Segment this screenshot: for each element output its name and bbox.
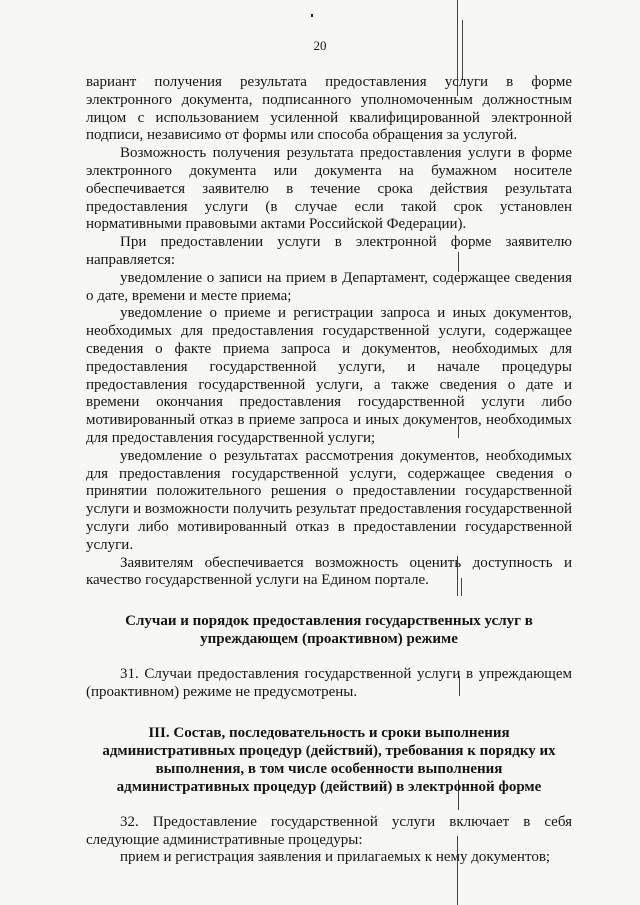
section-heading: Случаи и порядок предоставления государственных услуг в упреждающем (проактивном) режиме <box>125 613 533 648</box>
body-paragraph: При предоставлении услуги в электронной форме заявителю направляется: <box>86 234 572 268</box>
section-heading: III. Состав, последовательность и сроки выполнения административных процедур (действий), требования к порядку их выполнения, в том числе особенности выполнения административных процедур (действий) в электронной форме <box>102 724 556 795</box>
body-paragraph: прием и регистрация заявления и прилагаемых к нему документов; <box>120 849 551 866</box>
body-paragraph: уведомление о записи на прием в Департамент, содержащее сведения о дате, времени и месте приема; <box>86 269 572 304</box>
body-paragraph: уведомление о приеме и регистрации запроса и иных документов, необходимых для предоставления государственной услуги, содержащее сведения о факте приема запроса и документов, необходимых для предоставления государственной услуги, и начале процедуры предоставления государственной услуги, а также сведения о дате и времени окончания предоставления государственной услуги либо мотивированный отказ в приеме запроса и иных документов, необходимых для предоставления государственной услуги; <box>86 305 572 446</box>
body-paragraph: 31. Случаи предоставления государственной услуги в упреждающем (проактивном) режиме не предусмотрены. <box>86 666 572 700</box>
body-paragraph: уведомление о результатах рассмотрения документов, необходимых для предоставления государственной услуги, содержащее сведения о принятии положительного решения о предоставлении государственной услуги и возможности получить результат предоставления государственной услуги либо мотивированный отказ в предоставлении государственной услуги. <box>86 447 572 553</box>
body-paragraph: вариант получения результата предоставления услуги в форме электронного документа, подписанного уполномоченным должностным лицом с использованием усиленной квалифицированной электронной подписи, независимо от формы или способа обращения за услугой. <box>86 74 572 144</box>
scan-artifact-speck <box>311 14 313 17</box>
page-number: 20 <box>313 38 327 53</box>
body-paragraph: Возможность получения результата предоставления услуги в форме электронного документа или документа на бумажном носителе обеспечивается заявителю в течение срока действия результата предоставления услуги (в случае если такой срок установлен нормативными правовыми актами Российской Федерации). <box>86 145 572 233</box>
document-body <box>86 74 572 867</box>
body-paragraph: Заявителям обеспечивается возможность оценить доступность и качество государственной услуги на Едином портале. <box>86 554 572 589</box>
body-paragraph: 32. Предоставление государственной услуги включает в себя следующие административные процедуры: <box>86 813 572 848</box>
